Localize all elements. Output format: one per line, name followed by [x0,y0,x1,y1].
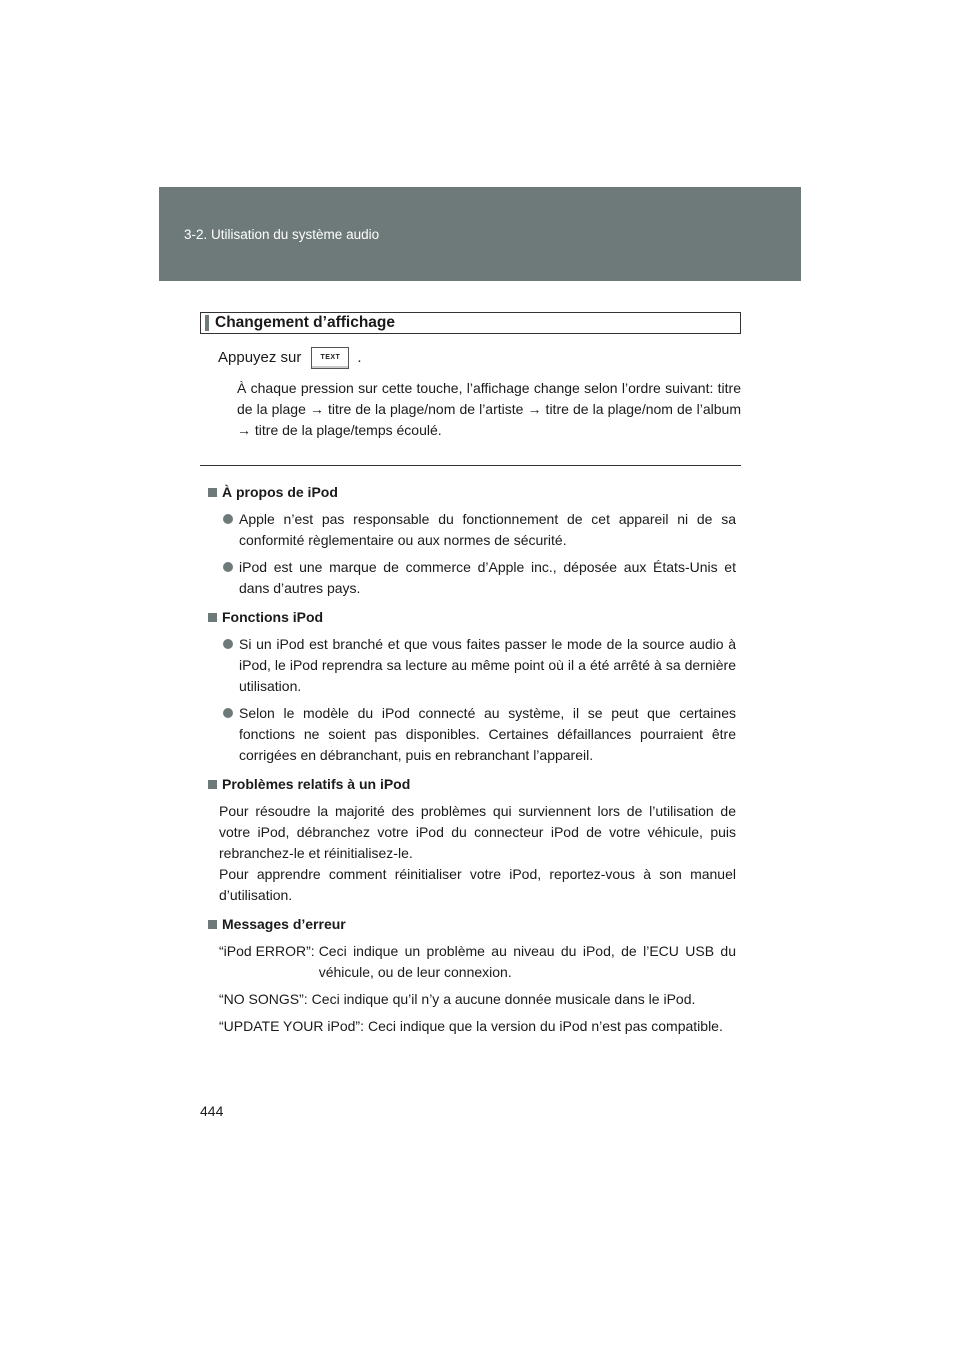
error-description: Ceci indique qu’il n’y a aucune donnée musicale dans le iPod. [311,991,696,1007]
bullet-icon [223,639,233,649]
note-heading-problems [208,774,736,795]
error-message-item [219,1016,736,1037]
list-item-text: Selon le modèle du iPod connecté au système, il se peut que certaines fonctions ne soient pas disponibles. Certaines défaillances pourraient être corrigées en débranchant, puis en rebranchant l’appareil. [239,705,736,763]
bullet-icon [223,708,233,718]
square-bullet-icon [208,920,217,929]
step-prefix: Appuyez sur [218,349,302,366]
note-heading-text: Messages d’erreur [222,916,346,932]
section-title: Changement d’affichage [200,312,741,334]
list-item [223,557,736,599]
note-heading-errors [208,914,736,935]
text-key-icon: TEXT [311,347,349,369]
note-heading-text: À propos de iPod [222,484,338,500]
step-note: À chaque pression sur cette touche, l’affichage change selon l’ordre suivant: titre de la plage → titre de la plage/nom de l’artiste → titre de la plage/nom de l’album → titre de la plage/temps écoulé. [237,380,741,438]
error-code: “iPod ERROR”: [219,943,315,959]
error-description: Ceci indique un problème au niveau du iPod, de l’ECU USB du véhicule, ou de leur connexion. [318,943,736,980]
note-heading-text: Problèmes relatifs à un iPod [222,776,411,792]
section-label: 3-2. Utilisation du système audio [184,227,380,242]
square-bullet-icon [208,613,217,622]
list-item [223,634,736,697]
error-code: “NO SONGS”: [219,991,308,1007]
step-instruction [218,347,741,369]
list-item-text: Apple n’est pas responsable du fonctionnement de cet appareil ni de sa conformité règlementaire ou aux normes de sécurité. [239,511,736,548]
note-heading-functions [208,607,736,628]
error-message-item [219,989,736,1010]
error-code: “UPDATE YOUR iPod”: [219,1018,364,1034]
square-bullet-icon [208,488,217,497]
list-item-text: iPod est une marque de commerce d’Apple inc., déposée aux États-Unis et dans d’autres pays. [239,559,736,596]
notes-section [208,482,736,1037]
error-message-item [219,941,736,983]
note-heading-text: Fonctions iPod [222,609,324,625]
error-description: Ceci indique que la version du iPod n’est pas compatible. [367,1018,723,1034]
main-content [200,312,741,441]
note-heading-about [208,482,736,503]
step-suffix: . [357,349,362,366]
list-item [223,509,736,551]
paragraph: Pour apprendre comment réinitialiser votre iPod, reportez-vous à son manuel d’utilisation. [219,866,736,903]
header-band [159,187,801,281]
paragraph: Pour résoudre la majorité des problèmes qui surviennent lors de l’utilisation de votre iPod, débranchez votre iPod du connecteur iPod de votre véhicule, puis rebranchez-le et réinitialisez-le. [219,803,736,861]
bullet-icon [223,514,233,524]
bullet-icon [223,562,233,572]
list-item-text: Si un iPod est branché et que vous faites passer le mode de la source audio à iPod, le iPod reprendra sa lecture au même point où il a été arrêté à sa dernière utilisation. [239,636,736,694]
square-bullet-icon [208,780,217,789]
divider [200,465,741,466]
page-number: 444 [200,1103,224,1119]
list-item [223,703,736,766]
